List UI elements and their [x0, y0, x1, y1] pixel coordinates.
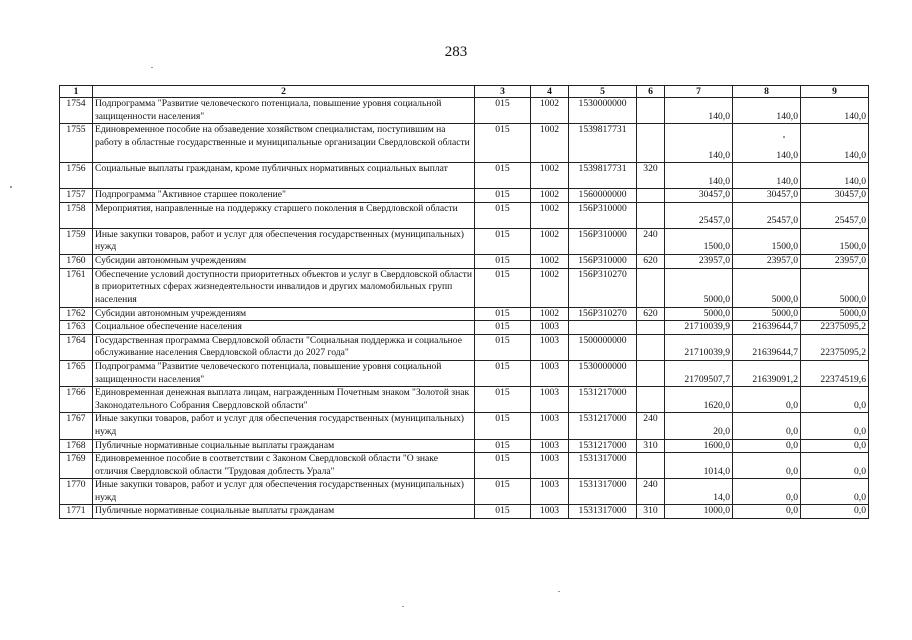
target-article-code: 1531217000	[569, 439, 637, 453]
amount-year-3: 0,0	[801, 439, 869, 453]
column-header: 4	[531, 86, 569, 98]
table-row	[60, 268, 869, 307]
amount-year-3: 140,0	[801, 163, 869, 189]
section-code: 1002	[531, 254, 569, 268]
row-description: Обеспечение условий доступности приоритетных объектов и услуг в Свердловской области в приоритетных сферах жизнедеятельности инвалидов и других маломобильных групп населения	[93, 268, 475, 307]
section-code: 1002	[531, 268, 569, 307]
row-description: Публичные нормативные социальные выплаты гражданам	[93, 439, 475, 453]
table-row	[60, 413, 869, 439]
expense-type-code	[637, 98, 665, 124]
table-row	[60, 321, 869, 335]
amount-year-3: 0,0	[801, 479, 869, 505]
scan-speck	[151, 67, 153, 68]
expense-type-code	[637, 334, 665, 360]
ministry-code: 015	[475, 124, 531, 163]
ministry-code: 015	[475, 254, 531, 268]
amount-year-3: 22374519,6	[801, 360, 869, 386]
row-description: Подпрограмма "Активное старшее поколение"	[93, 189, 475, 203]
target-article-code: 1531317000	[569, 479, 637, 505]
row-description: Социальное обеспечение населения	[93, 321, 475, 335]
column-header: 1	[60, 86, 93, 98]
amount-year-3: 140,0	[801, 124, 869, 163]
amount-year-1: 25457,0	[665, 202, 733, 228]
row-number: 1763	[60, 321, 93, 335]
amount-year-2: 0,0	[733, 479, 801, 505]
amount-year-3: 140,0	[801, 98, 869, 124]
row-number: 1756	[60, 163, 93, 189]
header-row	[60, 86, 869, 98]
table-row	[60, 307, 869, 321]
expense-type-code	[637, 321, 665, 335]
expense-type-code	[637, 202, 665, 228]
row-description: Единовременное пособие на обзаведение хозяйством специалистам, поступившим на работу в областные государственные и муниципальные организации Свердловской области	[93, 124, 475, 163]
page-number: 283	[444, 44, 468, 60]
row-description: Субсидии автономным учреждениям	[93, 254, 475, 268]
ministry-code: 015	[475, 360, 531, 386]
row-number: 1768	[60, 439, 93, 453]
section-code: 1002	[531, 124, 569, 163]
scan-speck	[558, 591, 560, 592]
row-description: Иные закупки товаров, работ и услуг для обеспечения государственных (муниципальных) нужд	[93, 413, 475, 439]
row-number: 1764	[60, 334, 93, 360]
amount-year-1: 140,0	[665, 98, 733, 124]
amount-year-2: 140,0	[733, 124, 801, 163]
expense-type-code	[637, 268, 665, 307]
row-description: Подпрограмма "Развитие человеческого потенциала, повышение уровня социальной защищенности населения"	[93, 98, 475, 124]
ministry-code: 015	[475, 321, 531, 335]
amount-year-1: 5000,0	[665, 268, 733, 307]
expense-type-code: 310	[637, 505, 665, 519]
row-description: Единовременное пособие в соответствии с Законом Свердловской области "О знаке отличия Свердловской области "Трудовая доблесть Урала"	[93, 453, 475, 479]
amount-year-1: 23957,0	[665, 254, 733, 268]
amount-year-2: 0,0	[733, 413, 801, 439]
row-number: 1769	[60, 453, 93, 479]
target-article-code: 1560000000	[569, 189, 637, 203]
amount-year-1: 5000,0	[665, 307, 733, 321]
column-header: 3	[475, 86, 531, 98]
amount-year-3: 23957,0	[801, 254, 869, 268]
ministry-code: 015	[475, 439, 531, 453]
row-description: Подпрограмма "Развитие человеческого потенциала, повышение уровня социальной защищенности населения"	[93, 360, 475, 386]
row-number: 1758	[60, 202, 93, 228]
ministry-code: 015	[475, 387, 531, 413]
section-code: 1002	[531, 163, 569, 189]
table-row	[60, 202, 869, 228]
amount-year-3: 1500,0	[801, 228, 869, 254]
amount-year-1: 21710039,9	[665, 334, 733, 360]
amount-year-3: 0,0	[801, 505, 869, 519]
expense-type-code	[637, 453, 665, 479]
ministry-code: 015	[475, 307, 531, 321]
row-description: Иные закупки товаров, работ и услуг для обеспечения государственных (муниципальных) нужд	[93, 479, 475, 505]
table-row	[60, 189, 869, 203]
table-row	[60, 479, 869, 505]
table-row	[60, 439, 869, 453]
target-article-code: 1531217000	[569, 413, 637, 439]
target-article-code: 1530000000	[569, 98, 637, 124]
amount-year-1: 140,0	[665, 163, 733, 189]
row-description: Мероприятия, направленные на поддержку старшего поколения в Свердловской области	[93, 202, 475, 228]
target-article-code: 1531317000	[569, 505, 637, 519]
amount-year-2: 21639644,7	[733, 334, 801, 360]
target-article-code: 1539817731	[569, 163, 637, 189]
table-row	[60, 163, 869, 189]
amount-year-1: 140,0	[665, 124, 733, 163]
amount-year-2: 0,0	[733, 439, 801, 453]
row-number: 1754	[60, 98, 93, 124]
ministry-code: 015	[475, 479, 531, 505]
target-article-code: 156Р310270	[569, 307, 637, 321]
amount-year-1: 21709507,7	[665, 360, 733, 386]
expense-type-code: 620	[637, 254, 665, 268]
row-number: 1767	[60, 413, 93, 439]
amount-year-3: 0,0	[801, 387, 869, 413]
amount-year-1: 1000,0	[665, 505, 733, 519]
row-number: 1766	[60, 387, 93, 413]
ministry-code: 015	[475, 453, 531, 479]
amount-year-2: 1500,0	[733, 228, 801, 254]
amount-year-1: 14,0	[665, 479, 733, 505]
row-number: 1770	[60, 479, 93, 505]
target-article-code: 1531317000	[569, 453, 637, 479]
amount-year-2: 140,0	[733, 98, 801, 124]
amount-year-1: 20,0	[665, 413, 733, 439]
amount-year-2: 21639644,7	[733, 321, 801, 335]
expense-type-code: 310	[637, 439, 665, 453]
table-row	[60, 124, 869, 163]
row-description: Публичные нормативные социальные выплаты гражданам	[93, 505, 475, 519]
expense-type-code: 240	[637, 228, 665, 254]
row-description: Единовременная денежная выплата лицам, награжденным Почетным знаком "Золотой знак Законодательного Собрания Свердловской области"	[93, 387, 475, 413]
amount-year-2: 5000,0	[733, 307, 801, 321]
amount-year-3: 5000,0	[801, 307, 869, 321]
ministry-code: 015	[475, 202, 531, 228]
section-code: 1003	[531, 387, 569, 413]
table-row	[60, 254, 869, 268]
amount-year-3: 25457,0	[801, 202, 869, 228]
scan-speck	[783, 136, 785, 138]
expense-type-code: 620	[637, 307, 665, 321]
section-code: 1002	[531, 98, 569, 124]
amount-year-2: 21639091,2	[733, 360, 801, 386]
amount-year-3: 0,0	[801, 453, 869, 479]
ministry-code: 015	[475, 189, 531, 203]
amount-year-3: 22375095,2	[801, 321, 869, 335]
table-row	[60, 334, 869, 360]
ministry-code: 015	[475, 228, 531, 254]
section-code: 1003	[531, 453, 569, 479]
section-code: 1003	[531, 413, 569, 439]
amount-year-2: 140,0	[733, 163, 801, 189]
expense-type-code	[637, 360, 665, 386]
amount-year-1: 1620,0	[665, 387, 733, 413]
amount-year-2: 23957,0	[733, 254, 801, 268]
row-number: 1759	[60, 228, 93, 254]
expense-type-code	[637, 189, 665, 203]
section-code: 1002	[531, 307, 569, 321]
section-code: 1003	[531, 321, 569, 335]
row-description: Субсидии автономным учреждениям	[93, 307, 475, 321]
column-header: 9	[801, 86, 869, 98]
target-article-code: 156Р310000	[569, 228, 637, 254]
section-code: 1002	[531, 228, 569, 254]
section-code: 1003	[531, 479, 569, 505]
scan-speck	[402, 606, 404, 607]
row-number: 1762	[60, 307, 93, 321]
section-code: 1002	[531, 202, 569, 228]
table-row	[60, 228, 869, 254]
target-article-code: 1539817731	[569, 124, 637, 163]
row-number: 1757	[60, 189, 93, 203]
amount-year-3: 5000,0	[801, 268, 869, 307]
expense-type-code: 240	[637, 413, 665, 439]
table-row	[60, 98, 869, 124]
column-header: 6	[637, 86, 665, 98]
target-article-code: 1500000000	[569, 334, 637, 360]
amount-year-2: 0,0	[733, 505, 801, 519]
table-row	[60, 505, 869, 519]
amount-year-2: 0,0	[733, 387, 801, 413]
amount-year-2: 5000,0	[733, 268, 801, 307]
table-row	[60, 453, 869, 479]
amount-year-3: 0,0	[801, 413, 869, 439]
section-code: 1003	[531, 505, 569, 519]
budget-table	[59, 85, 869, 519]
section-code: 1003	[531, 334, 569, 360]
row-number: 1760	[60, 254, 93, 268]
target-article-code: 1530000000	[569, 360, 637, 386]
target-article-code: 156Р310000	[569, 202, 637, 228]
amount-year-2: 30457,0	[733, 189, 801, 203]
expense-type-code	[637, 387, 665, 413]
amount-year-2: 0,0	[733, 453, 801, 479]
table-row	[60, 360, 869, 386]
expense-type-code	[637, 124, 665, 163]
target-article-code: 156Р310270	[569, 268, 637, 307]
ministry-code: 015	[475, 505, 531, 519]
row-number: 1761	[60, 268, 93, 307]
table-row	[60, 387, 869, 413]
amount-year-1: 1014,0	[665, 453, 733, 479]
expense-type-code: 240	[637, 479, 665, 505]
row-description: Иные закупки товаров, работ и услуг для обеспечения государственных (муниципальных) нужд	[93, 228, 475, 254]
section-code: 1002	[531, 189, 569, 203]
column-header: 7	[665, 86, 733, 98]
section-code: 1003	[531, 439, 569, 453]
row-description: Социальные выплаты гражданам, кроме публичных нормативных социальных выплат	[93, 163, 475, 189]
row-number: 1755	[60, 124, 93, 163]
ministry-code: 015	[475, 413, 531, 439]
ministry-code: 015	[475, 268, 531, 307]
amount-year-1: 21710039,9	[665, 321, 733, 335]
ministry-code: 015	[475, 334, 531, 360]
target-article-code	[569, 321, 637, 335]
column-header: 8	[733, 86, 801, 98]
amount-year-2: 25457,0	[733, 202, 801, 228]
row-number: 1765	[60, 360, 93, 386]
amount-year-3: 30457,0	[801, 189, 869, 203]
ministry-code: 015	[475, 98, 531, 124]
amount-year-1: 1600,0	[665, 439, 733, 453]
ministry-code: 015	[475, 163, 531, 189]
scan-speck	[10, 186, 12, 188]
column-header: 5	[569, 86, 637, 98]
amount-year-1: 1500,0	[665, 228, 733, 254]
target-article-code: 156Р310000	[569, 254, 637, 268]
column-header: 2	[93, 86, 475, 98]
expense-type-code: 320	[637, 163, 665, 189]
table-body	[60, 98, 869, 519]
row-number: 1771	[60, 505, 93, 519]
target-article-code: 1531217000	[569, 387, 637, 413]
amount-year-3: 22375095,2	[801, 334, 869, 360]
row-description: Государственная программа Свердловской области "Социальная поддержка и социальное обслуживание населения Свердловской области до 2027 года"	[93, 334, 475, 360]
amount-year-1: 30457,0	[665, 189, 733, 203]
section-code: 1003	[531, 360, 569, 386]
